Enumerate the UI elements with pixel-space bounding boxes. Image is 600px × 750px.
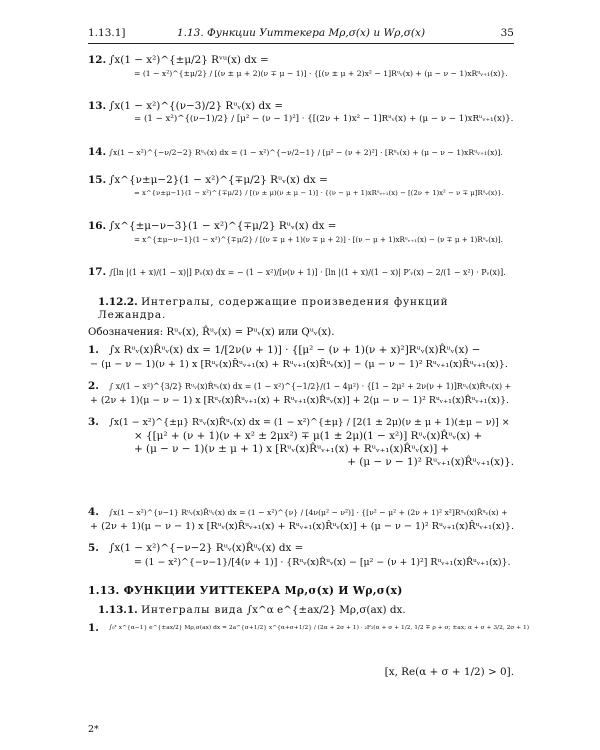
formula-line: = (1 − x²)^{(ν−1)/2} / [μ² − (ν − 1)²] · {[(2ν + 1)x² − 1]Rᵘᵥ(x) + (μ − ν − 1)xRᵘᵥ₊₁(x)}. — [134, 114, 514, 125]
formula-number: 16. — [88, 220, 107, 232]
formula-line: = (1 − x²)^{−ν−1}/[4(ν + 1)] · {Rᵘᵥ(x)R̂ᵘᵥ(x) − [μ² − (ν + 1)²] Rᵘᵥ₊₁(x)R̂ᵘᵥ₊₁(x)}. — [134, 556, 511, 568]
subsection-title: Интегралы, содержащие произведения функций Лежандра. — [98, 296, 449, 322]
section-heading: 1.13. ФУНКЦИИ УИТТЕКЕРА Mρ,σ(x) И Wρ,σ(x) — [88, 584, 403, 598]
formula-line: − (μ − ν − 1)(ν + 1) x [Rᵘᵥ(x)R̂ᵘᵥ₊₁(x) + Rᵘᵥ₊₁(x)R̂ᵘᵥ(x)] − (μ − ν − 1)² Rᵘᵥ₊₁(x)R̂ᵘᵥ₊₁(x)}. — [90, 358, 508, 370]
formula-15 — [88, 174, 514, 214]
formula-line: ∫ x/(1 − x²)^{3/2} Rᵘᵥ(x)R̂ᵘᵥ(x) dx = (1 − x²)^{−1/2}/(1 − 4μ²) · {[1 − 2μ² + 2ν(ν + 1)]Rᵘᵥ(x)R̂ᵘᵥ(x) + — [109, 382, 512, 392]
formula-line: ∫x(1 − x²)^{±μ} Rᵘᵥ(x)R̂ᵘᵥ(x) dx = (1 − x²)^{±μ} / [2(1 ± 2μ)(ν ± μ + 1)(±μ − ν)] × — [109, 417, 510, 429]
formula-number: 1. — [88, 344, 99, 357]
formula-line: ∫x(1 − x²)^{−ν/2−2} Rᵘᵥ(x) dx = (1 − x²)^{−ν/2−1} / [μ² − (ν + 2)²] · [Rᵘᵥ(x) + (μ − ν − 1)xRᵘᵥ₊₁(x)]. — [109, 148, 503, 157]
product-formula-4 — [88, 506, 514, 534]
formula-number: 13. — [88, 100, 107, 112]
formula-line: ∫x^{ν±μ−2}(1 − x²)^{∓μ/2} Rᵘᵥ(x) dx = — [109, 174, 328, 186]
formula-17 — [88, 266, 514, 288]
product-formula-3 — [88, 416, 514, 498]
formula-line: + (μ − ν − 1)² Rᵘᵥ₊₁(x)R̂ᵘᵥ₊₁(x)}. — [347, 456, 514, 469]
notation-line: Обозначения: Rᵘᵥ(x), R̂ᵘᵥ(x) = Pᵘᵥ(x) или Qᵘᵥ(x). — [88, 326, 335, 338]
formula-number: 17. — [88, 266, 107, 278]
formula-number: 2. — [88, 380, 99, 393]
page-content — [88, 54, 530, 679]
signature-mark: 2* — [88, 724, 99, 735]
product-formula-1 — [88, 344, 514, 372]
formula-line: + (2ν + 1)(μ − ν − 1) x [Rᵘᵥ(x)R̂ᵘᵥ₊₁(x) + Rᵘᵥ₊₁(x)R̂ᵘᵥ(x)] + (μ − ν − 1)² Rᵘᵥ₊₁(x)R̂ᵘᵥ₊₁(x)}. — [90, 520, 515, 532]
formula-number: 14. — [88, 146, 107, 158]
formula-line: ∫x(1 − x²)^{ν−1} Rᵘᵥ(x)R̂ᵘᵥ(x) dx = (1 − x²)^{ν} / [4ν(μ² − ν²)] · {[ν² − μ² + (2ν + 1)² x²]Rᵘᵥ(x)R̂ᵘᵥ(x) + — [109, 508, 508, 518]
formula-16 — [88, 220, 514, 260]
subsection-heading — [88, 604, 514, 617]
formula-line: + (2ν + 1)(μ − ν − 1) x [Rᵘᵥ(x)R̂ᵘᵥ₊₁(x) + Rᵘᵥ₊₁(x)R̂ᵘᵥ(x)] + 2(μ − ν − 1)² Rᵘᵥ₊₁(x)R̂ᵘᵥ₊₁(x)}. — [90, 394, 510, 406]
formula-line: = x^{ν±μ−1}(1 − x²)^{∓μ/2} / [(ν ± μ)(ν ± μ − 1)] · {(ν − μ + 1)xRᵘᵥ₊₁(x) − [(2ν + 1)x² − ν ∓ μ]Rᵘᵥ(x)}. — [134, 189, 504, 198]
formula-condition: [x, Re(α + σ + 1/2) > 0]. — [384, 666, 514, 679]
subsection-title: Интегралы вида — [141, 603, 244, 616]
formula-line: ∫₀ˣ x^{α−1} e^{±ax/2} Mρ,σ(ax) dx = 2a^{σ+1/2} x^{α+σ+1/2} / (2α + 2σ + 1) · ₂F₂(α + σ + 1/2, 1/2 ∓ ρ + σ; ±ax; α + σ + 3/2, 2σ + 1) — [109, 625, 530, 632]
formula-number: 4. — [88, 506, 99, 519]
formula-line: ∫x(1 − x²)^{−ν−2} Rᵘᵥ(x)R̂ᵘᵥ(x) dx = — [109, 542, 304, 555]
formula-line: + (μ − ν − 1)(ν ± μ + 1) x [Rᵘᵥ(x)R̂ᵘᵥ₊₁(x) + Rᵘᵥ₊₁(x)R̂ᵘᵥ(x)] + — [134, 443, 450, 456]
subsection-number: 1.13.1. — [98, 603, 138, 616]
formula-number: 1. — [88, 622, 99, 635]
formula-13 — [88, 100, 514, 140]
formula-line: ∫x(1 − x²)^{±μ/2} Rᵛᵘ(x) dx = — [109, 54, 269, 66]
header-title: 1.13. Функции Уиттекера Mρ,σ(x) и Wρ,σ(x) — [176, 27, 426, 39]
running-header — [88, 27, 514, 44]
formula-line: ∫x Rᵘᵥ(x)R̂ᵘᵥ(x) dx = 1/[2ν(ν + 1)] · {[μ² − (ν + 1)(ν + x)²]Rᵘᵥ(x)R̂ᵘᵥ(x) − — [109, 344, 481, 357]
formula-14 — [88, 146, 514, 168]
formula-12 — [88, 54, 514, 94]
formula-line: = (1 − x²)^{±μ/2} / [(ν ± μ + 2)(ν ∓ μ − 1)] · {[(ν ± μ + 2)x² − 1]Rᵘᵥ(x) + (μ − ν − 1)xRᵘᵥ₊₁(x)}. — [134, 69, 508, 79]
formula-line: × {[μ² + (ν + 1)(ν + x² ± 2μx²) ∓ μ(1 ± 2μ)(1 − x²)] Rᵘᵥ(x)R̂ᵘᵥ(x) + — [134, 429, 483, 442]
formula-number: 12. — [88, 54, 107, 66]
formula-line: ∫x^{±μ−ν−3}(1 − x²)^{∓μ/2} Rᵘᵥ(x) dx = — [109, 220, 337, 232]
formula-line: = x^{±μ−ν−1}(1 − x²)^{∓μ/2} / [(ν ∓ μ + 1)(ν ∓ μ + 2)] · [(ν − μ + 1)xRᵘᵥ₊₁(x) − (ν ∓ μ + 1)Rᵘᵥ(x)]. — [134, 235, 503, 245]
formula-number: 3. — [88, 416, 99, 429]
formula-line: ∫[ln |(1 + x)/(1 − x)|] Pᵥ(x) dx = − (1 − x²)/[ν(ν + 1)] · [ln |(1 + x)/(1 − x)| P′ᵥ(x) − 2/(1 − x²) · Pᵥ(x)]. — [109, 268, 506, 277]
header-section-number: 1.13.1] — [88, 27, 126, 39]
formula-number: 15. — [88, 174, 107, 186]
subsection-heading — [88, 296, 514, 323]
subsection-number: 1.12.2. — [98, 296, 138, 308]
page-number: 35 — [500, 27, 514, 39]
product-formula-5 — [88, 542, 514, 570]
formula-line: ∫x(1 − x²)^{(ν−3)/2} Rᵘᵥ(x) dx = — [109, 100, 284, 112]
product-formula-2 — [88, 380, 514, 408]
subsection-formula: ∫x^α e^{±ax/2} Mρ,σ(ax) dx. — [246, 603, 406, 616]
formula-number: 5. — [88, 542, 99, 555]
whittaker-formula-1 — [88, 622, 530, 679]
